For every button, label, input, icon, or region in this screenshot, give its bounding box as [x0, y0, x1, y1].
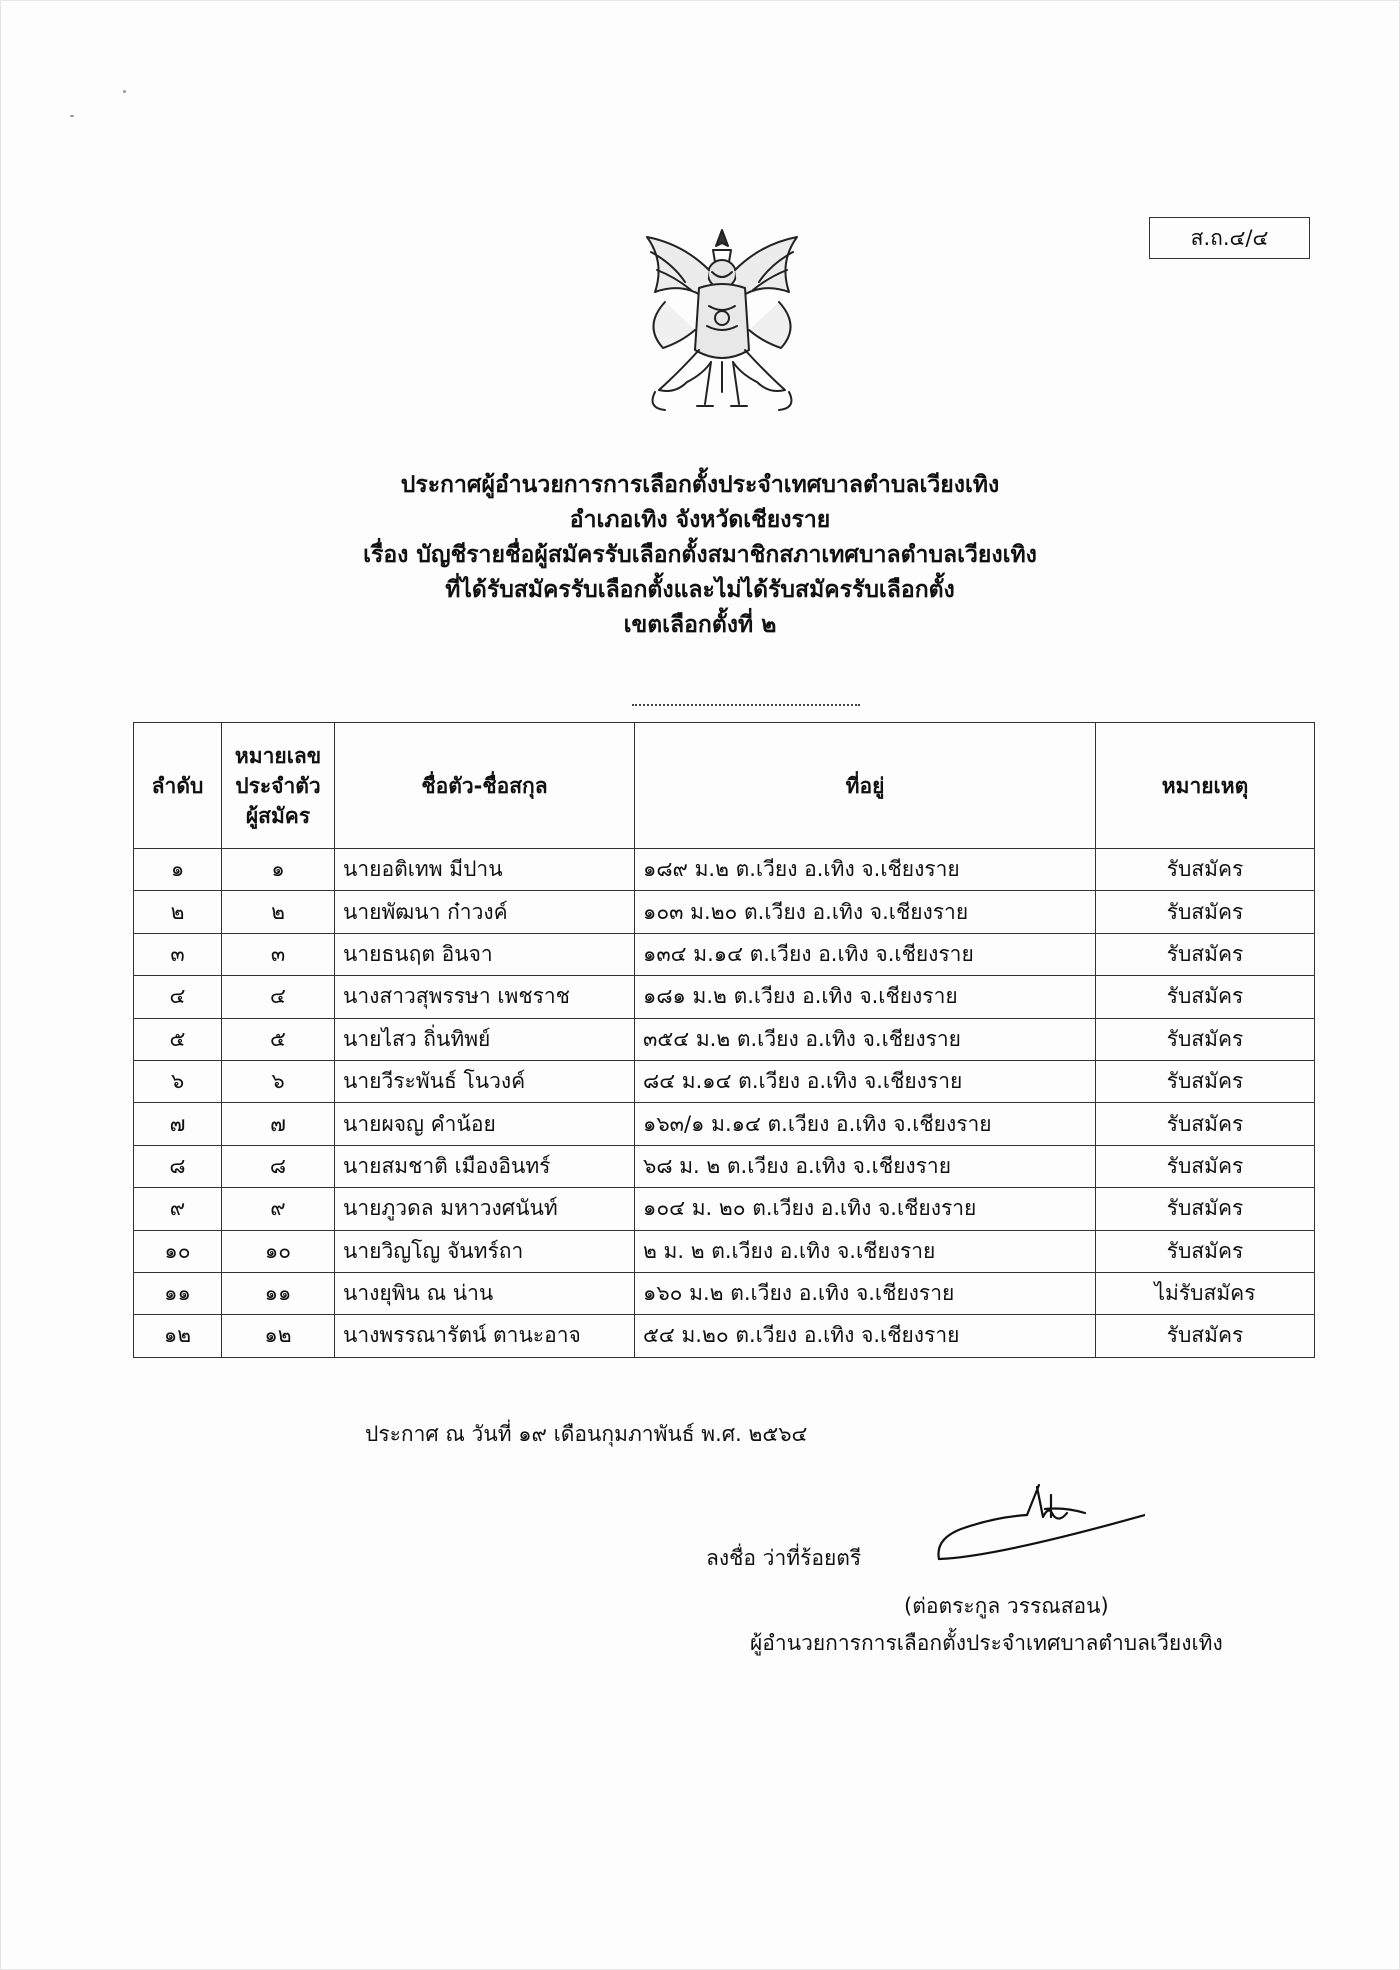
table-row — [134, 1060, 1315, 1102]
table-row — [134, 1145, 1315, 1187]
table-row — [134, 1188, 1315, 1230]
cell-order: ๔ — [134, 976, 222, 1018]
cell-address: ๑๐๔ ม. ๒๐ ต.เวียง อ.เทิง จ.เชียงราย — [635, 1188, 1096, 1230]
table-row — [134, 1103, 1315, 1145]
cell-address: ๒ ม. ๒ ต.เวียง อ.เทิง จ.เชียงราย — [635, 1230, 1096, 1272]
table-row — [134, 1018, 1315, 1060]
cell-remark: รับสมัคร — [1096, 1230, 1315, 1272]
cell-remark: รับสมัคร — [1096, 891, 1315, 933]
cell-name: นายธนฤต อินจา — [335, 933, 635, 975]
cell-candidate-no: ๑ — [222, 849, 335, 891]
cell-order: ๓ — [134, 933, 222, 975]
header-candidate-no: หมายเลข ประจำตัว ผู้สมัคร — [222, 723, 335, 849]
cell-address: ๖๘ ม. ๒ ต.เวียง อ.เทิง จ.เชียงราย — [635, 1145, 1096, 1187]
cell-remark: ไม่รับสมัคร — [1096, 1272, 1315, 1314]
scan-speck — [123, 90, 126, 93]
cell-order: ๗ — [134, 1103, 222, 1145]
cell-address: ๑๐๓ ม.๒๐ ต.เวียง อ.เทิง จ.เชียงราย — [635, 891, 1096, 933]
form-code-box: ส.ถ.๔/๔ — [1149, 217, 1310, 259]
table-header-row — [134, 723, 1315, 849]
cell-candidate-no: ๖ — [222, 1060, 335, 1102]
cell-order: ๑๑ — [134, 1272, 222, 1314]
table-row — [134, 1230, 1315, 1272]
handwritten-signature — [935, 1465, 1145, 1575]
cell-address: ๑๖๐ ม.๒ ต.เวียง อ.เทิง จ.เชียงราย — [635, 1272, 1096, 1314]
cell-address: ๑๘๙ ม.๒ ต.เวียง อ.เทิง จ.เชียงราย — [635, 849, 1096, 891]
cell-candidate-no: ๙ — [222, 1188, 335, 1230]
cell-name: นายสมชาติ เมืองอินทร์ — [335, 1145, 635, 1187]
table-row — [134, 933, 1315, 975]
garuda-emblem-icon — [625, 222, 820, 435]
table-row — [134, 976, 1315, 1018]
header-name: ชื่อตัว-ชื่อสกุล — [335, 723, 635, 849]
cell-address: ๑๖๓/๑ ม.๑๔ ต.เวียง อ.เทิง จ.เชียงราย — [635, 1103, 1096, 1145]
candidate-table — [133, 722, 1315, 1358]
header-order: ลำดับ — [134, 723, 222, 849]
signer-name: (ต่อตระกูล วรรณสอน) — [904, 1594, 1109, 1618]
cell-address: ๕๔ ม.๒๐ ต.เวียง อ.เทิง จ.เชียงราย — [635, 1315, 1096, 1357]
heading-line-zone: เขตเลือกตั้งที่ ๒ — [623, 612, 777, 638]
heading-line-subject-cont: ที่ได้รับสมัครรับเลือกตั้งและไม่ได้รับสมัครรับเลือกตั้ง — [445, 577, 955, 603]
announcement-date: ประกาศ ณ วันที่ ๑๙ เดือนกุมภาพันธ์ พ.ศ. ๒๕๖๔ — [365, 1422, 808, 1446]
cell-name: นายไสว ถิ่นทิพย์ — [335, 1018, 635, 1060]
cell-remark: รับสมัคร — [1096, 1315, 1315, 1357]
header-remark: หมายเหตุ — [1096, 723, 1315, 849]
table-row — [134, 1315, 1315, 1357]
table-row — [134, 849, 1315, 891]
cell-remark: รับสมัคร — [1096, 976, 1315, 1018]
cell-remark: รับสมัคร — [1096, 1103, 1315, 1145]
cell-candidate-no: ๑๒ — [222, 1315, 335, 1357]
table-row — [134, 1272, 1315, 1314]
cell-order: ๒ — [134, 891, 222, 933]
signer-title: ผู้อำนวยการการเลือกตั้งประจำเทศบาลตำบลเวียงเทิง — [750, 1631, 1223, 1655]
cell-remark: รับสมัคร — [1096, 933, 1315, 975]
cell-name: นายอติเทพ มีปาน — [335, 849, 635, 891]
cell-candidate-no: ๔ — [222, 976, 335, 1018]
cell-candidate-no: ๕ — [222, 1018, 335, 1060]
signature-label: ลงชื่อ ว่าที่ร้อยตรี — [706, 1546, 862, 1570]
cell-name: นางยุพิน ณ น่าน — [335, 1272, 635, 1314]
heading-line-subject: เรื่อง บัญชีรายชื่อผู้สมัครรับเลือกตั้งสมาชิกสภาเทศบาลตำบลเวียงเทิง — [363, 542, 1037, 568]
cell-order: ๙ — [134, 1188, 222, 1230]
cell-candidate-no: ๘ — [222, 1145, 335, 1187]
cell-order: ๘ — [134, 1145, 222, 1187]
heading-line-district: อำเภอเทิง จังหวัดเชียงราย — [569, 507, 831, 533]
cell-name: นายพัฒนา ก๋าวงค์ — [335, 891, 635, 933]
cell-order: ๖ — [134, 1060, 222, 1102]
cell-candidate-no: ๒ — [222, 891, 335, 933]
cell-remark: รับสมัคร — [1096, 1188, 1315, 1230]
cell-candidate-no: ๗ — [222, 1103, 335, 1145]
cell-name: นายวิญโญ จันทร์ถา — [335, 1230, 635, 1272]
heading-line-title: ประกาศผู้อำนวยการการเลือกตั้งประจำเทศบาลตำบลเวียงเทิง — [400, 472, 1000, 498]
cell-name: นายผจญ คำน้อย — [335, 1103, 635, 1145]
cell-address: ๑๓๔ ม.๑๔ ต.เวียง อ.เทิง จ.เชียงราย — [635, 933, 1096, 975]
cell-order: ๑๐ — [134, 1230, 222, 1272]
announcement-heading — [300, 468, 1100, 643]
cell-remark: รับสมัคร — [1096, 1018, 1315, 1060]
cell-name: นางพรรณารัตน์ ตานะอาจ — [335, 1315, 635, 1357]
cell-address: ๑๘๑ ม.๒ ต.เวียง อ.เทิง จ.เชียงราย — [635, 976, 1096, 1018]
cell-remark: รับสมัคร — [1096, 1060, 1315, 1102]
cell-address: ๘๔ ม.๑๔ ต.เวียง อ.เทิง จ.เชียงราย — [635, 1060, 1096, 1102]
cell-name: นายภูวดล มหาวงศนันท์ — [335, 1188, 635, 1230]
header-address: ที่อยู่ — [635, 723, 1096, 849]
cell-address: ๓๕๔ ม.๒ ต.เวียง อ.เทิง จ.เชียงราย — [635, 1018, 1096, 1060]
dotted-separator — [632, 694, 860, 706]
cell-remark: รับสมัคร — [1096, 1145, 1315, 1187]
cell-name: นายวีระพันธ์ โนวงค์ — [335, 1060, 635, 1102]
cell-candidate-no: ๑๐ — [222, 1230, 335, 1272]
cell-name: นางสาวสุพรรษา เพชราช — [335, 976, 635, 1018]
cell-candidate-no: ๓ — [222, 933, 335, 975]
table-row — [134, 891, 1315, 933]
cell-candidate-no: ๑๑ — [222, 1272, 335, 1314]
cell-order: ๕ — [134, 1018, 222, 1060]
cell-order: ๑ — [134, 849, 222, 891]
cell-remark: รับสมัคร — [1096, 849, 1315, 891]
cell-order: ๑๒ — [134, 1315, 222, 1357]
scan-speck — [70, 115, 74, 117]
